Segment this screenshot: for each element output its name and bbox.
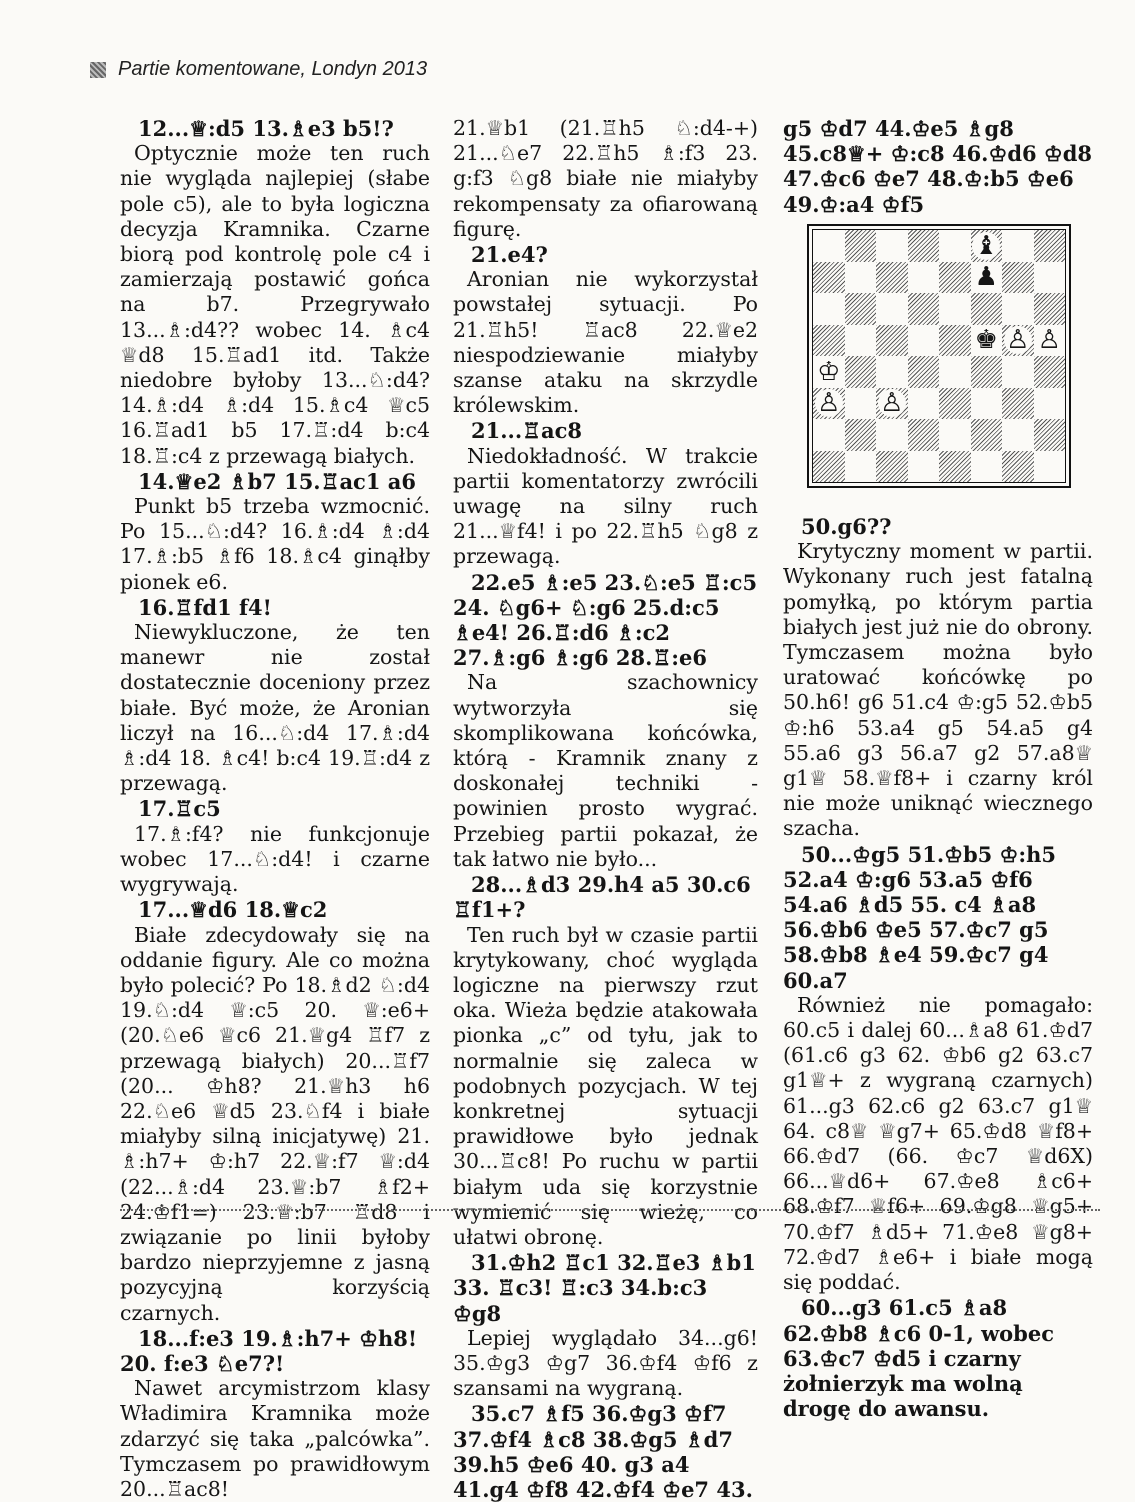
- board-square: [845, 419, 877, 451]
- move-line: 17.♖c5: [138, 796, 221, 822]
- board-square: [939, 293, 971, 325]
- board-square: [1002, 419, 1034, 451]
- footer-dotted-rule: [120, 1209, 1100, 1211]
- board-square: [845, 388, 877, 420]
- board-square: [813, 356, 845, 388]
- move-line: 21...♖ac8: [471, 418, 582, 444]
- board-square: [876, 325, 908, 357]
- board-square: [813, 262, 845, 294]
- board-square: [908, 451, 940, 483]
- move-line: 28...♗d3 29.h4 a5 30.c6 ♖f1+?: [453, 872, 751, 923]
- chess-piece-icon: ♝: [972, 232, 1000, 260]
- board-square: [1034, 356, 1066, 388]
- board-square: [939, 388, 971, 420]
- board-square: [813, 293, 845, 325]
- board-square: [939, 356, 971, 388]
- commentary-paragraph: Również nie pomagało: 60.c5 i dalej 60...♗a8 61.♔d7 (61.c6 g3 62. ♔b6 g2 63.c7 g1♕+ z wygraną czarnych) 61...g3 62.c6 g2 63.c7 g1♕ 64. c8♕ ♕g7+ 65.♔d8 ♕f8+ 66.♔d7 (66. ♔c7 ♕d6X) 66...♕d6+ 67.♔e8 ♗c6+ 68.♔f7 ♕f6+ 69.♔g8 ♕g5+ 70.♔f7 ♗d5+ 71.♔e8 ♕g8+ 72.♔d7 ♗e6+ i białe mogą się poddać.: [783, 992, 1093, 1295]
- board-square: [1002, 262, 1034, 294]
- commentary-paragraph: Aronian nie wykorzystał powstałej sytuacji. Po 21.♖h5! ♖ac8 22.♕e2 niespodziewanie miałyby szanse ataku na skrzydle królewskim.: [453, 267, 758, 418]
- board-square: [971, 230, 1003, 262]
- board-square: [971, 262, 1003, 294]
- chess-piece-icon: ♙: [878, 389, 906, 417]
- board-square: [908, 262, 940, 294]
- chess-piece-icon: ♟: [972, 263, 1000, 291]
- board-square: [908, 293, 940, 325]
- board-square: [971, 356, 1003, 388]
- board-square: [876, 356, 908, 388]
- board-square: [1034, 230, 1066, 262]
- board-square: [876, 293, 908, 325]
- board-square: [1034, 419, 1066, 451]
- board-square: [908, 419, 940, 451]
- board-square: [971, 419, 1003, 451]
- board-square: [1034, 262, 1066, 294]
- move-line: 60...g3 61.c5 ♗a8 62.♔b8 ♗c6 0-1, wobec 63.♔c7 ♔d5 i czarny żołnierzyk ma wolną drogę do awansu.: [783, 1295, 1054, 1422]
- board-square: [908, 388, 940, 420]
- move-line: 14.♕e2 ♗b7 15.♖ac1 a6: [138, 468, 416, 494]
- board-square: [939, 230, 971, 262]
- move-line: 31.♔h2 ♖c1 32.♖e3 ♗b1 33. ♖c3! ♖:c3 34.b:c3 ♔g8: [453, 1250, 756, 1326]
- board-square: [813, 230, 845, 262]
- board-square: [845, 230, 877, 262]
- board-square: [971, 388, 1003, 420]
- board-square: [1034, 388, 1066, 420]
- board-square: [971, 293, 1003, 325]
- move-line: g5 ♔d7 44.♔e5 ♗g8 45.c8♕+ ♔:c8 46.♔d6 ♔d8 47.♔c6 ♔e7 48.♔:b5 ♔e6 49.♔:a4 ♔f5: [783, 116, 1093, 217]
- chess-piece-icon: ♙: [1035, 326, 1063, 354]
- header-marker-icon: [90, 62, 106, 78]
- board-square: [1002, 451, 1034, 483]
- commentary-paragraph: Punkt b5 trzeba wzmocnić. Po 15...♘:d4? 16.♗:d4 ♗:d4 17.♗:b5 ♗f6 18.♗c4 ginąłby pionek e6.: [120, 494, 430, 594]
- board-square: [845, 451, 877, 483]
- commentary-paragraph: Lepiej wyglądało 34...g6! 35.♔g3 ♔g7 36.♔f4 ♔f6 z szansami na wygraną.: [453, 1325, 758, 1401]
- move-line: 18...f:e3 19.♗:h7+ ♔h8! 20. f:e3 ♘e7?!: [120, 1325, 418, 1376]
- column-3-bottom: [783, 514, 1093, 1421]
- board-square: [1034, 451, 1066, 483]
- commentary-paragraph: Białe zdecydowały się na oddanie figury. Ale co można było polecić? Po 18.♗d2 ♘:d4 19.♘:d4 ♕:c5 20. ♕:e6+ (20.♘e6 ♕c6 21.♕g4 ♖f7 z przewagą białych) 20...♖f7 (20... ♔h8? 21.♕h3 h6 22.♘e6 ♕d5 23.♘f4 i białe miałyby silną inicjatywę) 21. ♗:h7+ ♔:h7 22.♕:f7 ♕:d4 (22...♗:d4 23.♕:b7 ♗f2+ 24.♔f1=) 23.♕:b7 ♖d8 i związanie po linii byłoby bardzo nieprzyjemne z jasną pozycyjną korzyścią czarnych.: [120, 922, 430, 1325]
- commentary-paragraph: Niedokładność. W trakcie partii komentatorzy zwrócili uwagę na silny ruch 21...♕f4! i po 22.♖h5 ♘g8 z przewagą.: [453, 443, 758, 569]
- running-header: [90, 58, 427, 81]
- commentary-paragraph: 21.♕b1 (21.♖h5 ♘:d4-+) 21...♘e7 22.♖h5 ♗:f3 23. g:f3 ♘g8 białe nie miałyby rekompensaty za ofiarowaną figurę.: [453, 116, 758, 241]
- board-square: [876, 388, 908, 420]
- chess-piece-icon: ♙: [1004, 326, 1032, 354]
- board-square: [876, 419, 908, 451]
- commentary-paragraph: 17.♗:f4? nie funkcjonuje wobec 17...♘:d4! i czarne wygrywają.: [120, 821, 430, 897]
- column-3-top: [783, 116, 1093, 217]
- board-square: [813, 419, 845, 451]
- board-square: [813, 325, 845, 357]
- move-line: 12...♕:d5 13.♗e3 b5!?: [138, 116, 394, 141]
- board-square: [845, 262, 877, 294]
- board-square: [1034, 325, 1066, 357]
- board-square: [908, 230, 940, 262]
- move-line: 50...♔g5 51.♔b5 ♔:h5 52.a4 ♔:g6 53.a5 ♔f6 54.a6 ♗d5 55. c4 ♗a8 56.♔b6 ♔e5 57.♔c7 g5 58.♔b8 ♗e4 59.♔c7 g4 60.a7: [783, 841, 1057, 993]
- board-square: [939, 451, 971, 483]
- commentary-paragraph: Nawet arcymistrzom klasy Władimira Kramnika może zdarzyć się taka „palcówka”. Tymczasem po prawidłowym 20...♖ac8!: [120, 1376, 430, 1501]
- chess-piece-icon: ♔: [815, 358, 843, 386]
- chess-piece-icon: ♚: [972, 326, 1000, 354]
- commentary-paragraph: Na szachownicy wytworzyła się skomplikowana końcówka, którą - Kramnik znany z doskonałej techniki - powinien prosto wygrać. Przebieg partii pokazał, że tak łatwo nie było...: [453, 670, 758, 871]
- board-square: [1002, 293, 1034, 325]
- board-square: [1002, 388, 1034, 420]
- board-square: [1034, 293, 1066, 325]
- chess-diagram: [807, 224, 1071, 488]
- board-square: [908, 356, 940, 388]
- board-square: [813, 388, 845, 420]
- move-line: 17...♕d6 18.♕c2: [138, 897, 328, 923]
- move-line: 50.g6??: [801, 514, 892, 539]
- board-square: [845, 293, 877, 325]
- board-square: [1002, 356, 1034, 388]
- board-square: [939, 419, 971, 451]
- move-line: 16.♖fd1 f4!: [138, 594, 272, 620]
- header-title: Partie komentowane, Londyn 2013: [118, 58, 428, 80]
- board-square: [971, 451, 1003, 483]
- board-square: [1002, 325, 1034, 357]
- board-square: [845, 325, 877, 357]
- move-line: 22.e5 ♗:e5 23.♘:e5 ♖:c5 24. ♘g6+ ♘:g6 25.d:c5 ♗e4! 26.♖:d6 ♗:c2 27.♗:g6 ♗:g6 28.♖:e6: [453, 569, 758, 671]
- commentary-paragraph: Niewykluczone, że ten manewr nie został dostatecznie doceniony przez białe. Być może, że Aronian liczył na 16...♘:d4 17.♗:d4 ♗:d4 18. ♗c4! b:c4 19.♖:d4 z przewagą.: [120, 620, 430, 796]
- chess-piece-icon: ♙: [815, 389, 843, 417]
- commentary-paragraph: Ten ruch był w czasie partii krytykowany, choć wygląda logiczne na pierwszy rzut oka. Wieża będzie atakowała pionka „c” od tyłu, jak to normalnie się zaleca w podobnych pozycjach. W tej konkretnej sytuacji prawidłowe było jednak 30...♖c8! Po ruchu w partii białym uda się korzystnie wymienić się wieżę, co ułatwi obronę.: [453, 922, 758, 1249]
- chess-board: [812, 229, 1066, 483]
- column-2: [453, 116, 758, 1502]
- commentary-paragraph: Krytyczny moment w partii. Wykonany ruch jest fatalną pomyłką, po którym partia białych jest już nie do obrony. Tymczasem można było uratować końcówkę po 50.h6! g6 51.c4 ♔:g5 52.♔b5 ♔:h6 53.a4 g5 54.a5 g4 55.a6 g3 56.a7 g2 57.a8♕ g1♕ 58.♕f8+ i czarny król nie może uniknąć wiecznego szacha.: [783, 539, 1093, 841]
- board-square: [1002, 230, 1034, 262]
- board-square: [813, 451, 845, 483]
- board-square: [876, 230, 908, 262]
- commentary-paragraph: Optycznie może ten ruch nie wygląda najlepiej (słabe pole c5), ale to była logiczna decyzja Kramnika. Czarne biorą pod kontrolę pole c4 i zamierzają postawić gońca na b7. Przegrywało 13...♗:d4?? wobec 14. ♗c4 ♕d8 15.♖ad1 itd. Także niedobre byłoby 13...♘:d4? 14.♗:d4 ♗:d4 15.♗c4 ♕c5 16.♖ad1 b5 17.♖:d4 b:c4 18.♖:c4 z przewagą białych.: [120, 141, 430, 468]
- column-1: [120, 116, 430, 1502]
- board-square: [845, 356, 877, 388]
- board-square: [939, 262, 971, 294]
- board-square: [876, 451, 908, 483]
- board-square: [908, 325, 940, 357]
- board-square: [971, 325, 1003, 357]
- move-line: 21.e4?: [471, 242, 548, 268]
- board-square: [876, 262, 908, 294]
- board-square: [939, 325, 971, 357]
- move-line: 35.c7 ♗f5 36.♔g3 ♔f7 37.♔f4 ♗c8 38.♔g5 ♗d7 39.h5 ♔e6 40. g3 a4 41.g4 ♔f8 42.♔f4 ♔e7 43.: [453, 1401, 753, 1502]
